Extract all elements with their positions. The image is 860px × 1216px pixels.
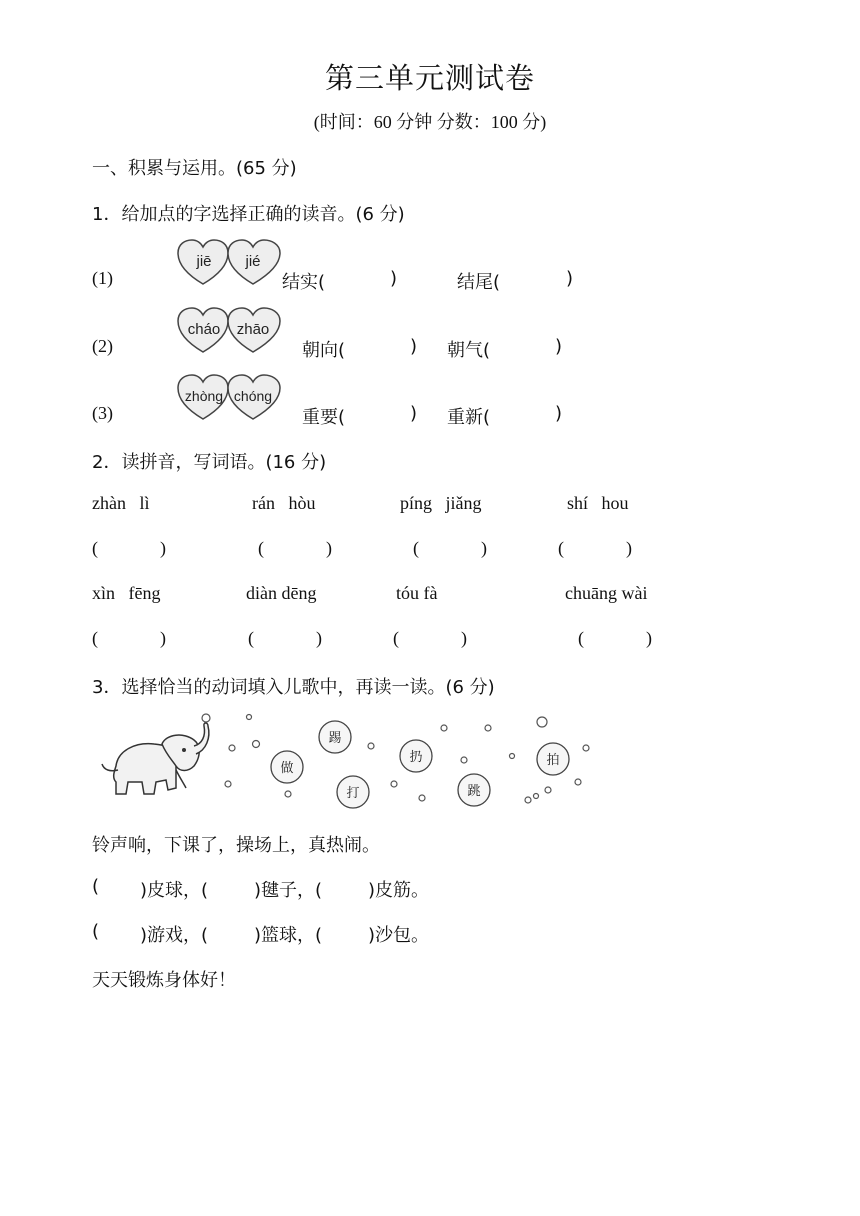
word-blank: 朝气( bbox=[447, 340, 491, 361]
blank-close: ) bbox=[410, 403, 418, 424]
pinyin-prompt: rán hòu bbox=[252, 493, 316, 513]
blank-close: ) bbox=[555, 403, 563, 424]
pinyin-prompt: zhàn lì bbox=[92, 493, 150, 513]
poem-segment: )皮筋。 bbox=[368, 880, 430, 901]
poem-segment: )皮球，( bbox=[140, 880, 209, 901]
question-3-heading: 3．选择恰当的动词填入儿歌中，再读一读。(6 分) bbox=[92, 677, 495, 698]
verb-option: 跳 bbox=[467, 784, 481, 799]
word-blank: 重新( bbox=[447, 407, 491, 428]
blank-close: ) bbox=[316, 628, 322, 648]
pinyin-prompt: diàn dēng bbox=[246, 583, 317, 603]
heart-options-icon bbox=[176, 373, 282, 423]
verb-option: 打 bbox=[346, 786, 360, 801]
word-blank: 结尾( bbox=[457, 272, 501, 293]
poem-segment: )篮球，( bbox=[254, 925, 323, 946]
verb-option: 踢 bbox=[328, 731, 342, 746]
question-1-heading: 1．给加点的字选择正确的读音。(6 分) bbox=[92, 204, 405, 225]
word-blank: 结实( bbox=[282, 272, 326, 293]
pinyin-prompt: xìn fēng bbox=[92, 583, 161, 603]
verb-option: 扔 bbox=[409, 750, 423, 765]
exam-info: (时间：60 分钟 分数：100 分) bbox=[313, 112, 547, 132]
word-blank: 朝向( bbox=[302, 340, 346, 361]
blank-close: ) bbox=[461, 628, 467, 648]
pinyin-option: zhòng bbox=[184, 388, 224, 404]
blank-open: ( bbox=[92, 628, 98, 648]
pinyin-option: jiē bbox=[196, 253, 212, 270]
blank-open: ( bbox=[413, 538, 419, 558]
poem-blank-open: ( bbox=[92, 876, 100, 897]
verb-option: 做 bbox=[280, 761, 294, 776]
poem-line: 铃声响，下课了，操场上，真热闹。 bbox=[92, 835, 380, 856]
blank-close: ) bbox=[390, 268, 398, 289]
blank-close: ) bbox=[160, 628, 166, 648]
blank-close: ) bbox=[160, 538, 166, 558]
blank-open: ( bbox=[558, 538, 564, 558]
pinyin-prompt: tóu fà bbox=[396, 583, 438, 603]
blank-open: ( bbox=[258, 538, 264, 558]
pinyin-option: jié bbox=[245, 253, 261, 270]
poem-segment: )游戏，( bbox=[140, 925, 209, 946]
item-number: (3) bbox=[92, 403, 113, 423]
blank-open: ( bbox=[578, 628, 584, 648]
poem-line: 天天锻炼身体好！ bbox=[92, 970, 236, 991]
page-title: 第三单元测试卷 bbox=[324, 61, 535, 95]
blank-open: ( bbox=[248, 628, 254, 648]
verb-option: 拍 bbox=[546, 753, 560, 768]
elephant-bubbles-illustration bbox=[96, 710, 596, 810]
blank-open: ( bbox=[393, 628, 399, 648]
word-blank: 重要( bbox=[302, 407, 346, 428]
pinyin-option: cháo bbox=[187, 321, 221, 338]
blank-close: ) bbox=[555, 336, 563, 357]
pinyin-prompt: píng jiǎng bbox=[400, 493, 482, 513]
section-heading: 一、积累与运用。(65 分) bbox=[92, 158, 297, 179]
heart-options-icon bbox=[176, 306, 282, 356]
blank-open: ( bbox=[92, 538, 98, 558]
pinyin-option: zhāo bbox=[236, 321, 270, 338]
pinyin-prompt: shí hou bbox=[567, 493, 629, 513]
poem-segment: )沙包。 bbox=[368, 925, 430, 946]
pinyin-option: chóng bbox=[233, 388, 273, 404]
blank-close: ) bbox=[481, 538, 487, 558]
question-2-heading: 2．读拼音，写词语。(16 分) bbox=[92, 452, 327, 473]
blank-close: ) bbox=[410, 336, 418, 357]
pinyin-prompt: chuāng wài bbox=[565, 583, 648, 603]
blank-close: ) bbox=[646, 628, 652, 648]
blank-close: ) bbox=[626, 538, 632, 558]
heart-options-icon bbox=[176, 238, 282, 288]
poem-blank-open: ( bbox=[92, 921, 100, 942]
item-number: (1) bbox=[92, 268, 113, 288]
poem-segment: )毽子，( bbox=[254, 880, 323, 901]
elephant-icon bbox=[102, 723, 209, 794]
blank-close: ) bbox=[326, 538, 332, 558]
item-number: (2) bbox=[92, 336, 113, 356]
blank-close: ) bbox=[566, 268, 574, 289]
